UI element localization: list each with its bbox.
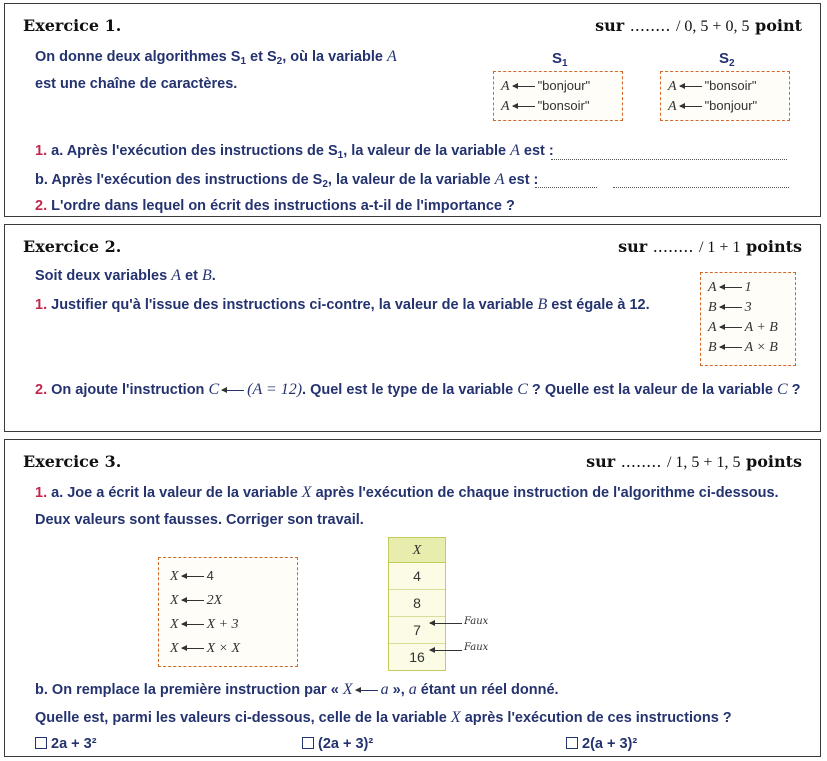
algorithm-line: A "bonjour"	[668, 98, 758, 114]
table-cell: 7	[389, 617, 445, 644]
assign-arrow-icon	[720, 287, 742, 288]
assign-arrow-icon	[182, 600, 204, 601]
question-1b: b. On remplace la première instruction par « X a », a étant un réel donné.	[35, 681, 559, 698]
faux-annotation: Faux	[464, 642, 489, 653]
algorithm	[170, 564, 240, 660]
assign-arrow-icon	[720, 327, 742, 328]
algorithm-line: X 4	[170, 568, 214, 584]
intro-text: On donne deux algorithmes $S_1$ et $S_2$, où la variable A	[35, 48, 397, 67]
faux-arrow-icon	[430, 650, 462, 651]
faux-arrow-icon	[430, 623, 462, 624]
checkbox-icon[interactable]	[302, 737, 314, 749]
assign-arrow-icon	[720, 307, 742, 308]
assign-arrow-icon	[720, 347, 742, 348]
question-1a: 1. a. Joe a écrit la valeur de la variable X après l'exécution de chaque instruction de l'algorithme ci-dessous.	[35, 484, 779, 501]
algorithm-line: A "bonjour"	[501, 78, 591, 94]
assign-arrow-icon	[680, 86, 702, 87]
checkbox-icon[interactable]	[35, 737, 47, 749]
question-1b-line2: Quelle est, parmi les valeurs ci-dessous, celle de la variable X après l'exécution de ces instructions ?	[35, 709, 732, 726]
assign-arrow-icon	[680, 106, 702, 107]
choice-2[interactable]: (2a + 3)²	[302, 736, 373, 752]
question-1a: 1. a. Après l'exécution des instructions de $S_1$, la valeur de la variable A est :	[35, 142, 554, 161]
algorithm-line: A A + B	[708, 320, 778, 335]
answer-line[interactable]	[535, 187, 597, 188]
exercise-header	[23, 237, 802, 259]
algorithm-line: A "bonsoir"	[501, 98, 590, 114]
algorithm-line: A "bonsoir"	[668, 78, 757, 94]
assign-arrow-icon	[182, 648, 204, 649]
assign-arrow-icon	[513, 106, 535, 107]
faux-annotation: Faux	[464, 616, 489, 627]
algorithm-line: X X + 3	[170, 617, 239, 632]
exercise-title: Exercice 2.	[23, 237, 122, 256]
exercise-1	[4, 3, 821, 217]
exercise-header	[23, 452, 802, 474]
checkbox-icon[interactable]	[566, 737, 578, 749]
algorithm-s2-label: $S_2$	[719, 50, 735, 69]
intro-text: Soit deux variables A et B.	[35, 267, 216, 284]
question-1b: b. Après l'exécution des instructions de $S_2$, la valeur de la variable A est :	[35, 171, 539, 190]
exercise-title: Exercice 1.	[23, 16, 122, 35]
answer-line[interactable]	[551, 159, 787, 160]
algorithm-line: X X × X	[170, 641, 241, 656]
algorithm-s2	[668, 76, 757, 116]
intro-text-line2: est une chaîne de caractères.	[35, 76, 238, 92]
choice-1[interactable]: 2a + 3²	[35, 736, 97, 752]
assign-arrow-icon	[182, 576, 204, 577]
algorithm-s1	[501, 76, 590, 116]
table-cell: 8	[389, 590, 445, 617]
algorithm-line: B 3	[708, 300, 752, 315]
algorithm-s1-label: $S_1$	[552, 50, 568, 69]
assign-arrow-icon	[222, 390, 244, 391]
question-1a-line2: Deux valeurs sont fausses. Corriger son travail.	[35, 512, 364, 528]
exercise-header	[23, 16, 802, 38]
algorithm-line: A 1	[708, 280, 752, 295]
exercise-2	[4, 224, 821, 432]
assign-arrow-icon	[513, 86, 535, 87]
exercise-3	[4, 439, 821, 757]
exercise-score: sur ........ / 0, 5 + 0, 5 point	[595, 16, 802, 35]
assign-arrow-icon	[182, 624, 204, 625]
table-cell: 16	[409, 649, 425, 665]
table-header: X	[389, 538, 445, 563]
assign-arrow-icon	[356, 690, 378, 691]
algorithm-line: X 2X	[170, 593, 223, 608]
exercise-score: sur ........ / 1, 5 + 1, 5 points	[586, 452, 802, 471]
question-1: 1. Justifier qu'à l'issue des instructions ci-contre, la valeur de la variable B est égale à 12.	[35, 296, 650, 313]
exercise-title: Exercice 3.	[23, 452, 122, 471]
answer-line[interactable]	[613, 187, 789, 188]
question-2: 2. On ajoute l'instruction C (A = 12). Quel est le type de la variable C ? Quelle est la valeur de la variable C ?	[35, 381, 801, 398]
table-cell: 4	[389, 563, 445, 590]
exercise-score: sur ........ / 1 + 1 points	[618, 237, 802, 256]
question-2: 2. L'ordre dans lequel on écrit des instructions a-t-il de l'importance ?	[35, 198, 515, 214]
algorithm-line: B A × B	[708, 340, 778, 355]
algorithm	[708, 277, 778, 357]
choice-3[interactable]: 2(a + 3)²	[566, 736, 637, 752]
